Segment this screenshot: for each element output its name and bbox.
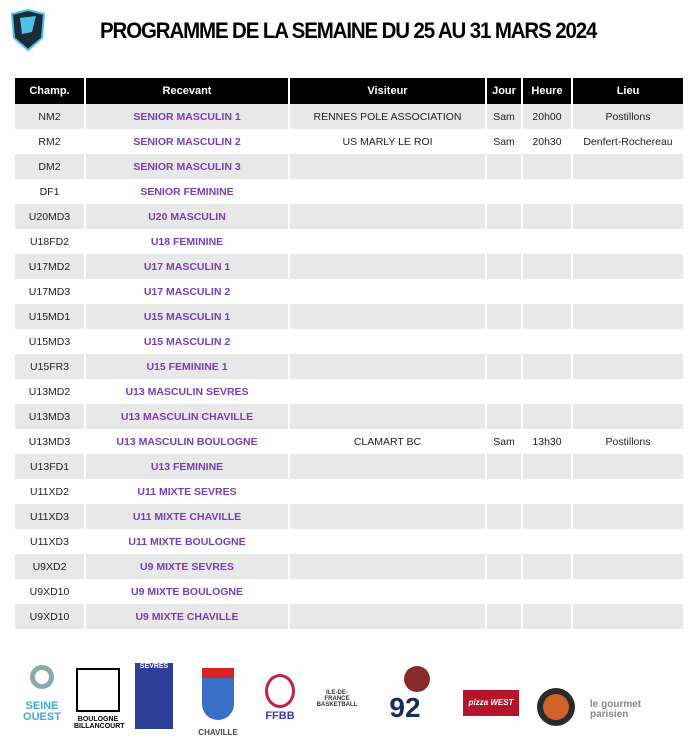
header-lieu: Lieu xyxy=(572,78,683,104)
cell-champ: U13MD2 xyxy=(28,385,71,398)
cell-champ: U18FD2 xyxy=(29,235,70,248)
pizza-west-logo: pizza WEST xyxy=(463,690,519,716)
cell-heure xyxy=(522,379,572,404)
cell-jour xyxy=(486,379,522,404)
cell-lieu xyxy=(572,454,683,479)
cell-heure: 13h30 xyxy=(522,429,572,454)
cell-recevant: U13 MASCULIN SEVRES xyxy=(85,379,289,404)
cell-lieu xyxy=(572,329,683,354)
table-row xyxy=(15,254,683,279)
cell-visiteur xyxy=(289,354,486,379)
cell-lieu xyxy=(572,279,683,304)
cell-heure xyxy=(522,404,572,429)
cell-jour xyxy=(486,254,522,279)
header-champ: Champ. xyxy=(15,78,85,104)
cell-jour xyxy=(486,279,522,304)
cell-heure: 20h00 xyxy=(522,104,572,129)
cell-visiteur xyxy=(289,304,486,329)
cell-champ: U9XD10 xyxy=(15,604,85,629)
cell-heure xyxy=(522,604,572,629)
cell-lieu: Postillons xyxy=(572,429,683,454)
cell-lieu xyxy=(572,529,683,554)
cell-champ: U17MD3 xyxy=(28,285,71,298)
table-row xyxy=(15,154,683,179)
cell-visiteur xyxy=(289,579,486,604)
cell-recevant: SENIOR MASCULIN 3 xyxy=(85,154,289,179)
cell-jour xyxy=(486,479,522,504)
cell-recevant: U20 MASCULIN xyxy=(85,204,289,229)
table-row xyxy=(15,279,683,304)
cell-heure xyxy=(522,329,572,354)
cell-jour xyxy=(486,329,522,354)
cell-visiteur xyxy=(289,479,486,504)
cell-visiteur xyxy=(289,379,486,404)
header-heure: Heure xyxy=(522,78,572,104)
cell-champ: U9XD2 xyxy=(15,554,85,579)
cell-heure xyxy=(522,254,572,279)
table-row xyxy=(15,179,683,204)
table-row xyxy=(15,304,683,329)
cell-champ: DM2 xyxy=(15,154,85,179)
cell-champ: U13FD1 xyxy=(15,454,85,479)
cell-recevant: SENIOR MASCULIN 1 xyxy=(85,104,289,129)
cell-visiteur xyxy=(289,554,486,579)
cell-jour xyxy=(486,304,522,329)
schedule-table xyxy=(15,78,683,629)
cell-recevant: U13 MASCULIN BOULOGNE xyxy=(85,429,289,454)
cell-lieu: Denfert-Rochereau xyxy=(572,129,683,154)
cell-lieu xyxy=(572,504,683,529)
cell-lieu xyxy=(572,204,683,229)
cell-visiteur xyxy=(289,154,486,179)
cell-jour xyxy=(486,204,522,229)
table-row xyxy=(15,229,683,254)
cell-visiteur xyxy=(289,529,486,554)
cell-lieu: Postillons xyxy=(572,104,683,129)
cell-jour xyxy=(486,154,522,179)
cell-heure xyxy=(522,204,572,229)
cell-champ: U13MD3 xyxy=(15,404,85,429)
seine-ouest-logo: SEINE OUEST xyxy=(22,665,62,723)
cell-lieu xyxy=(572,229,683,254)
cell-champ: U15MD3 xyxy=(28,335,71,348)
table-row xyxy=(15,129,683,154)
table-row xyxy=(15,479,683,504)
table-row xyxy=(15,604,683,629)
cell-champ: RM2 xyxy=(38,135,61,148)
table-row xyxy=(15,104,683,129)
cell-champ: U11XD3 xyxy=(30,535,69,548)
cell-champ: U9XD10 xyxy=(29,585,70,598)
cell-visiteur: CLAMART BC xyxy=(289,429,486,454)
cell-jour: Sam xyxy=(486,129,522,154)
cell-heure xyxy=(522,529,572,554)
gourmet-parisien-logo: le gourmet parisien xyxy=(590,699,642,720)
cell-jour xyxy=(486,604,522,629)
cell-jour: Sam xyxy=(486,429,522,454)
idf-basketball-logo: ILE-DE-FRANCE BASKETBALL xyxy=(316,690,358,708)
header-jour: Jour xyxy=(486,78,522,104)
cell-visiteur xyxy=(289,254,486,279)
cell-lieu xyxy=(572,354,683,379)
cell-heure xyxy=(522,554,572,579)
table-row xyxy=(15,454,683,479)
page-title: PROGRAMME DE LA SEMAINE DU 25 AU 31 MARS 2024 xyxy=(100,18,597,43)
cell-recevant: SENIOR MASCULIN 2 xyxy=(85,129,289,154)
cell-recevant: U15 MASCULIN 2 xyxy=(85,329,289,354)
cd92-logo: 92 xyxy=(380,666,430,724)
table-row xyxy=(15,579,683,604)
cell-recevant: U17 MASCULIN 1 xyxy=(85,254,289,279)
club-logo xyxy=(8,8,48,52)
cell-visiteur: RENNES POLE ASSOCIATION xyxy=(289,104,486,129)
cell-recevant: U15 FEMININE 1 xyxy=(85,354,289,379)
cell-jour xyxy=(486,404,522,429)
cell-visiteur xyxy=(289,404,486,429)
cell-visiteur xyxy=(289,179,486,204)
cell-visiteur: US MARLY LE ROI xyxy=(289,129,486,154)
cell-recevant: U13 FEMININE xyxy=(85,454,289,479)
table-row xyxy=(15,504,683,529)
header-visiteur: Visiteur xyxy=(289,78,486,104)
cell-heure xyxy=(522,504,572,529)
header-recevant: Recevant xyxy=(85,78,289,104)
cell-jour xyxy=(486,354,522,379)
cell-recevant: U11 MIXTE CHAVILLE xyxy=(85,504,289,529)
cell-lieu xyxy=(572,379,683,404)
cell-heure xyxy=(522,179,572,204)
cell-lieu xyxy=(572,179,683,204)
cell-recevant: U18 FEMININE xyxy=(85,229,289,254)
cell-visiteur xyxy=(289,504,486,529)
table-row xyxy=(15,354,683,379)
cell-heure: 20h30 xyxy=(522,129,572,154)
cell-recevant: U15 MASCULIN 1 xyxy=(85,304,289,329)
cell-visiteur xyxy=(289,204,486,229)
cell-heure xyxy=(522,154,572,179)
table-row xyxy=(15,554,683,579)
cell-jour xyxy=(486,579,522,604)
boulogne-logo: BOULOGNE BILLANCOURT xyxy=(74,668,122,730)
cell-recevant: U11 MIXTE SEVRES xyxy=(85,479,289,504)
cell-visiteur xyxy=(289,329,486,354)
cell-visiteur xyxy=(289,279,486,304)
table-row xyxy=(15,204,683,229)
cell-heure xyxy=(522,279,572,304)
cell-recevant: SENIOR FEMININE xyxy=(85,179,289,204)
table-row xyxy=(15,429,683,454)
cell-lieu xyxy=(572,604,683,629)
cell-recevant: U9 MIXTE SEVRES xyxy=(85,554,289,579)
cell-heure xyxy=(522,454,572,479)
cell-jour xyxy=(486,554,522,579)
sevres-logo: SEVRES xyxy=(135,663,173,729)
cell-lieu xyxy=(572,554,683,579)
cell-heure xyxy=(522,579,572,604)
table-row xyxy=(15,379,683,404)
cell-jour xyxy=(486,179,522,204)
sponsor-logos xyxy=(0,660,700,741)
table-row xyxy=(15,404,683,429)
table-header xyxy=(15,78,683,104)
cell-lieu xyxy=(572,304,683,329)
cell-heure xyxy=(522,304,572,329)
table-row xyxy=(15,529,683,554)
cell-recevant: U17 MASCULIN 2 xyxy=(85,279,289,304)
cell-heure xyxy=(522,354,572,379)
cell-champ: U20MD3 xyxy=(15,204,85,229)
cell-champ: U15MD1 xyxy=(15,304,85,329)
cell-jour: Sam xyxy=(486,104,522,129)
ffbb-logo: FFBB xyxy=(262,674,298,722)
cell-heure xyxy=(522,229,572,254)
cell-lieu xyxy=(572,404,683,429)
basketball-logo xyxy=(537,688,575,726)
cell-lieu xyxy=(572,254,683,279)
cell-champ: NM2 xyxy=(15,104,85,129)
cell-visiteur xyxy=(289,229,486,254)
cell-recevant: U13 MASCULIN CHAVILLE xyxy=(85,404,289,429)
cell-lieu xyxy=(572,579,683,604)
cell-jour xyxy=(486,454,522,479)
chaville-logo: CHAVILLE xyxy=(190,668,246,737)
cell-lieu xyxy=(572,479,683,504)
cell-jour xyxy=(486,504,522,529)
cell-recevant: U9 MIXTE BOULOGNE xyxy=(85,579,289,604)
cell-jour xyxy=(486,229,522,254)
cell-jour xyxy=(486,529,522,554)
cell-champ: U11XD2 xyxy=(30,485,69,498)
cell-visiteur xyxy=(289,454,486,479)
cell-recevant: U11 MIXTE BOULOGNE xyxy=(85,529,289,554)
cell-champ: U15FR3 xyxy=(15,354,85,379)
table-row xyxy=(15,329,683,354)
cell-champ: U17MD2 xyxy=(15,254,85,279)
cell-visiteur xyxy=(289,604,486,629)
cell-champ: DF1 xyxy=(39,185,60,198)
cell-champ: U13MD3 xyxy=(28,435,71,448)
cell-recevant: U9 MIXTE CHAVILLE xyxy=(85,604,289,629)
cell-champ: U11XD3 xyxy=(15,504,85,529)
cell-lieu xyxy=(572,154,683,179)
cell-heure xyxy=(522,479,572,504)
